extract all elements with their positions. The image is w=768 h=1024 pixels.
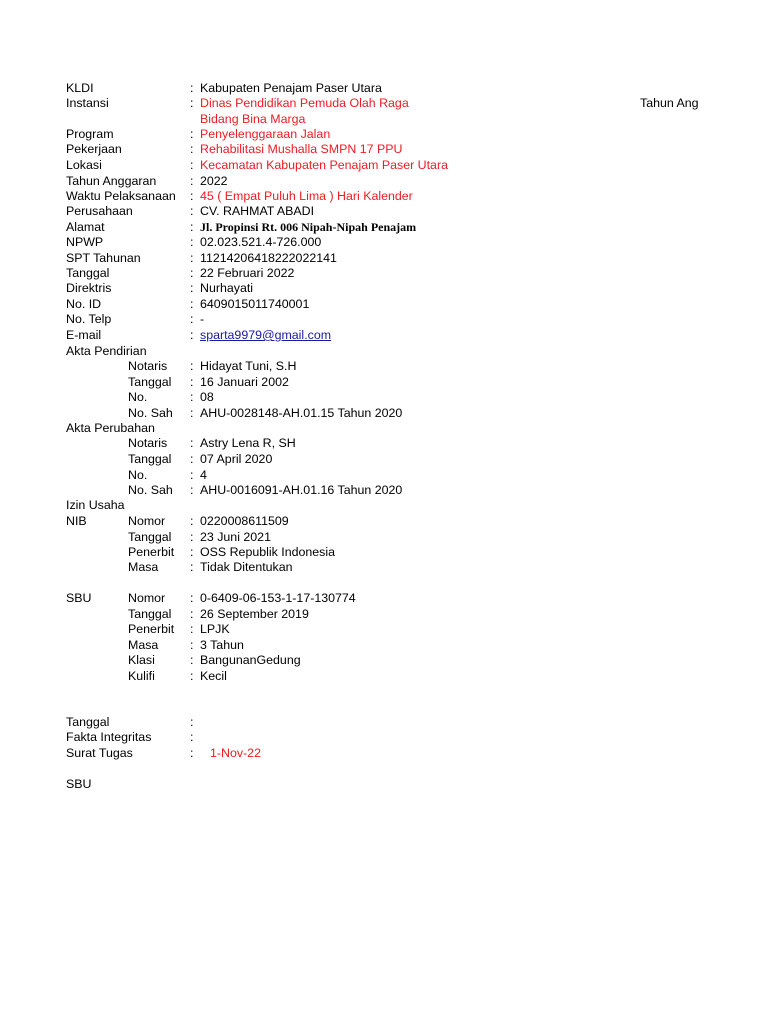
sub-value: 3 Tahun	[200, 638, 244, 652]
field-label: Tanggal	[66, 715, 110, 729]
field-value: 1-Nov-22	[210, 746, 261, 760]
sbu-row	[0, 653, 768, 669]
sub-label: No. Sah	[128, 483, 173, 497]
sub-label: Penerbit	[128, 545, 175, 559]
sub-label: Nomor	[128, 591, 166, 605]
field-colon: :	[190, 220, 194, 234]
section-title: Akta Perubahan	[66, 421, 155, 435]
field-value: 6409015011740001	[200, 297, 310, 311]
field-label: Pekerjaan	[66, 142, 122, 156]
sub-value: Tidak Ditentukan	[200, 560, 293, 574]
sbu-row	[0, 591, 768, 607]
header-right-cutoff: Tahun Ang	[640, 96, 699, 110]
field-label: No. ID	[66, 297, 102, 311]
akta-pendirian-row	[0, 375, 768, 391]
field-value: CV. RAHMAT ABADI	[200, 204, 315, 218]
field-label: Program	[66, 127, 114, 141]
field-value: 22 Februari 2022	[200, 266, 295, 280]
sub-label: Penerbit	[128, 622, 175, 636]
field-value: -	[200, 312, 205, 326]
field-value: Kecamatan Kabupaten Penajam Paser Utara	[200, 158, 448, 172]
field-colon: :	[190, 638, 194, 652]
field-value: Jl. Propinsi Rt. 006 Nipah-Nipah Penajam	[200, 220, 417, 234]
sub-value: Astry Lena R, SH	[200, 436, 296, 450]
sub-value: BangunanGedung	[200, 653, 301, 667]
field-row-kldi	[0, 81, 768, 97]
sbu-label: SBU	[66, 591, 92, 605]
field-colon: :	[190, 158, 194, 172]
field-colon: :	[190, 127, 194, 141]
field-label: SBU	[66, 777, 92, 791]
sub-label: Nomor	[128, 514, 166, 528]
akta-perubahan-row	[0, 468, 768, 484]
field-colon: :	[190, 328, 194, 342]
field-row-program	[0, 127, 768, 143]
field-colon: :	[190, 730, 194, 744]
field-value: Penyelenggaraan Jalan	[200, 127, 331, 141]
sub-label: No.	[128, 468, 148, 482]
field-colon: :	[190, 266, 194, 280]
akta-perubahan-row	[0, 452, 768, 468]
field-row-perusahaan	[0, 204, 768, 220]
field-row-tahun-anggaran	[0, 174, 768, 190]
sub-label: Tanggal	[128, 530, 172, 544]
sub-label: No. Sah	[128, 406, 173, 420]
sub-value: 07 April 2020	[200, 452, 273, 466]
sub-value: LPJK	[200, 622, 230, 636]
field-label: NPWP	[66, 235, 104, 249]
field-label: Tahun Anggaran	[66, 174, 157, 188]
field-row-lokasi	[0, 158, 768, 174]
field-value: 02.023.521.4-726.000	[200, 235, 322, 249]
sub-label: Notaris	[128, 359, 168, 373]
akta-pendirian-row	[0, 406, 768, 422]
field-colon: :	[190, 312, 194, 326]
section-title: Akta Pendirian	[66, 344, 147, 358]
sub-label: Tanggal	[128, 607, 172, 621]
sbu-row	[0, 669, 768, 685]
field-colon: :	[190, 514, 194, 528]
field-label: Alamat	[66, 220, 105, 234]
sub-label: Masa	[128, 560, 159, 574]
field-colon: :	[190, 251, 194, 265]
field-value: Rehabilitasi Mushalla SMPN 17 PPU	[200, 142, 403, 156]
field-value: 45 ( Empat Puluh Lima ) Hari Kalender	[200, 189, 413, 203]
sub-value: 08	[200, 390, 214, 404]
field-colon: :	[190, 468, 194, 482]
field-row-alamat	[0, 220, 768, 236]
sub-value: AHU-0028148-AH.01.15 Tahun 2020	[200, 406, 403, 420]
field-colon: :	[190, 375, 194, 389]
field-colon: :	[190, 81, 194, 95]
field-colon: :	[190, 591, 194, 605]
field-row-instansi	[0, 96, 768, 112]
field-colon: :	[190, 235, 194, 249]
izin-usaha-row	[0, 545, 768, 561]
field-label: Lokasi	[66, 158, 102, 172]
akta-pendirian-row	[0, 359, 768, 375]
sub-value: 0220008611509	[200, 514, 289, 528]
sub-label: Kulifi	[128, 669, 155, 683]
field-row-instansi-line2	[0, 112, 768, 128]
field-label: No. Telp	[66, 312, 112, 326]
field-colon: :	[190, 715, 194, 729]
sub-label: Masa	[128, 638, 159, 652]
field-colon: :	[190, 96, 194, 110]
field-colon: :	[190, 142, 194, 156]
nib-label: NIB	[66, 514, 87, 528]
field-label: KLDI	[66, 81, 94, 95]
field-row-waktu-pelaksanaan	[0, 189, 768, 205]
field-row-tanggal	[0, 266, 768, 282]
field-value: Kabupaten Penajam Paser Utara	[200, 81, 382, 95]
field-row-email	[0, 328, 768, 344]
sub-value: 26 September 2019	[200, 607, 309, 621]
field-colon: :	[190, 189, 194, 203]
sbu-row	[0, 638, 768, 654]
section-heading-izin-usaha	[0, 498, 768, 514]
field-label: Waktu Pelaksanaan	[66, 189, 176, 203]
field-colon: :	[190, 653, 194, 667]
sbu-row	[0, 622, 768, 638]
sub-value: 0-6409-06-153-1-17-130774	[200, 591, 356, 605]
footer-row-surat-tugas	[0, 746, 768, 762]
sub-value: OSS Republik Indonesia	[200, 545, 336, 559]
field-colon: :	[190, 390, 194, 404]
akta-perubahan-row	[0, 436, 768, 452]
footer-row-fakta-integritas	[0, 730, 768, 746]
sub-label: Tanggal	[128, 452, 172, 466]
field-row-spt-tahunan	[0, 251, 768, 267]
field-colon: :	[190, 297, 194, 311]
field-colon: :	[190, 746, 194, 760]
sub-label: Klasi	[128, 653, 155, 667]
sub-value: 16 Januari 2002	[200, 375, 289, 389]
sub-label: No.	[128, 390, 148, 404]
sub-value: 23 Juni 2021	[200, 530, 271, 544]
izin-usaha-row	[0, 560, 768, 576]
field-colon: :	[190, 406, 194, 420]
field-label: Instansi	[66, 96, 109, 110]
field-colon: :	[190, 204, 194, 218]
field-row-direktris	[0, 281, 768, 297]
field-colon: :	[190, 483, 194, 497]
field-label: Direktris	[66, 281, 112, 295]
field-value: 2022	[200, 174, 228, 188]
section-heading-akta-pendirian	[0, 344, 768, 360]
field-value-continued: Bidang Bina Marga	[200, 112, 306, 126]
akta-pendirian-row	[0, 390, 768, 406]
section-heading-akta-perubahan	[0, 421, 768, 437]
field-colon: :	[190, 669, 194, 683]
sbu-row	[0, 607, 768, 623]
field-label: Fakta Integritas	[66, 730, 152, 744]
field-colon: :	[190, 622, 194, 636]
field-colon: :	[190, 545, 194, 559]
field-value: Nurhayati	[200, 281, 254, 295]
izin-usaha-row	[0, 530, 768, 546]
field-colon: :	[190, 174, 194, 188]
sub-value: 4	[200, 468, 207, 482]
field-label: Perusahaan	[66, 204, 133, 218]
field-row-no-telp	[0, 312, 768, 328]
field-label: Surat Tugas	[66, 746, 133, 760]
field-label: Tanggal	[66, 266, 110, 280]
field-colon: :	[190, 359, 194, 373]
field-colon: :	[190, 560, 194, 574]
field-colon: :	[190, 452, 194, 466]
field-colon: :	[190, 607, 194, 621]
field-value: 11214206418222022141	[200, 251, 337, 265]
field-row-npwp	[0, 235, 768, 251]
field-colon: :	[190, 436, 194, 450]
field-colon: :	[190, 530, 194, 544]
field-row-no-id	[0, 297, 768, 313]
field-label: SPT Tahunan	[66, 251, 141, 265]
sub-value: Hidayat Tuni, S.H	[200, 359, 297, 373]
field-row-pekerjaan	[0, 142, 768, 158]
field-colon: :	[190, 281, 194, 295]
email-link[interactable]: sparta9979@gmail.com	[200, 328, 332, 342]
section-title: Izin Usaha	[66, 498, 125, 512]
field-value: Dinas Pendidikan Pemuda Olah Raga	[200, 96, 409, 110]
footer-row-tanggal	[0, 715, 768, 731]
sub-value: AHU-0016091-AH.01.16 Tahun 2020	[200, 483, 403, 497]
sub-label: Notaris	[128, 436, 168, 450]
sub-label: Tanggal	[128, 375, 172, 389]
izin-usaha-row	[0, 514, 768, 530]
field-label: E-mail	[66, 328, 102, 342]
akta-perubahan-row	[0, 483, 768, 499]
footer-row-sbu	[0, 777, 768, 793]
sub-value: Kecil	[200, 669, 227, 683]
